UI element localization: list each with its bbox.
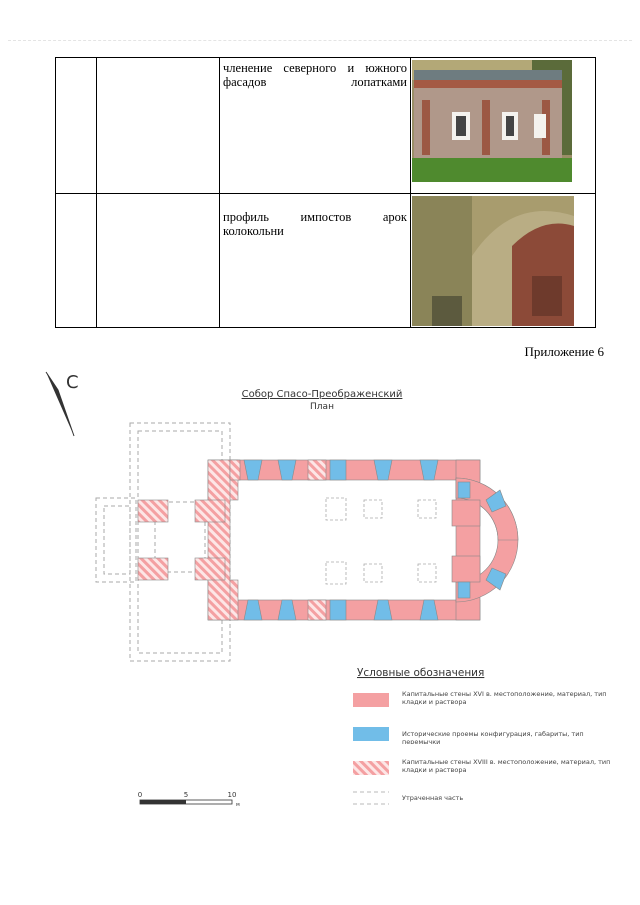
photo-belfry-arch [412,196,574,326]
table-cell-description [220,194,411,328]
legend-item-openings [353,727,612,744]
scale-tick-5: 5 [183,791,189,799]
table-cell-item [97,58,220,194]
north-arrow-icon [46,372,79,436]
legend-text: Утраченная часть [402,794,464,802]
table-row [56,194,596,328]
table-cell-photo [411,194,596,328]
header-divider [8,40,632,41]
legend-title: Условные обозначения [357,667,485,679]
scale-unit: м [236,802,240,808]
appendix-label: Приложение 6 [524,344,604,359]
cathedral-plan [0,360,640,820]
table-cell-number [56,58,97,194]
legend-text: Капитальные стены XVIII в. местоположение, материал, тип кладки и раствора [402,758,611,774]
scale-tick-10: 10 [227,791,237,799]
description-text: профиль импостов арок колокольни [223,210,407,238]
walls-16th-century [230,460,518,620]
table-cell-number [56,194,97,328]
plan-title: Собор Спасо-Преображенский [241,389,403,400]
table-cell-photo [411,58,596,194]
description-text: членение северного и южного фасадов лопатками [223,61,407,89]
legend-text: Исторические проемы конфигурация, габариты, тип перемычки [402,730,584,744]
walls-18th-century [138,460,326,620]
legend-item-18th-walls [353,758,612,782]
scale-tick-0: 0 [137,791,143,799]
photo-north-facade [412,60,572,182]
table-cell-item [97,194,220,328]
legend-item-lost-part [353,792,612,808]
legend-item-16th-walls [353,690,612,714]
north-mark: С [66,372,79,393]
properties-table [55,57,596,328]
plan-subtitle: План [310,402,334,412]
legend-text: Капитальные стены XVI в. местоположение, материал, тип кладки и раствора [402,690,607,706]
table-cell-description [220,58,411,194]
scale-bar [138,791,240,808]
table-row [56,58,596,194]
interior-piers [326,498,436,584]
